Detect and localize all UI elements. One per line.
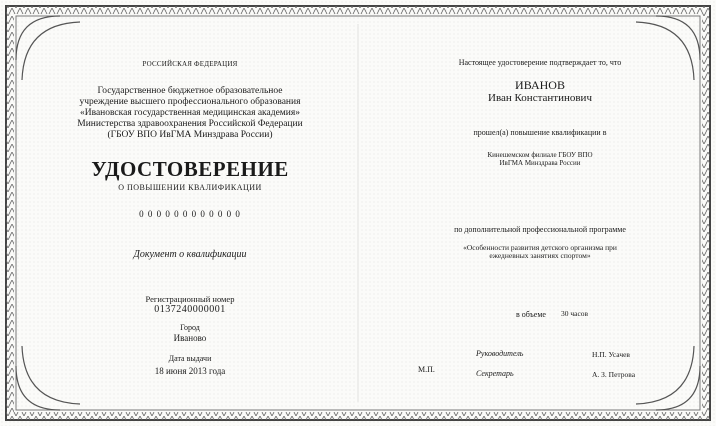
registration-number: 0137240000001 <box>154 304 226 315</box>
holder-surname: ИВАНОВ <box>515 78 565 92</box>
program-line-1: «Особенности развития детского организма при <box>463 243 617 252</box>
secretary-name: А. З. Петрова <box>592 370 636 379</box>
intro-text: Настоящее удостоверение подтверждает то, что <box>458 58 622 67</box>
issue-date: 18 июня 2013 года <box>154 366 226 376</box>
serial-number: 0 0 0 0 0 0 0 0 0 0 0 0 <box>139 209 241 219</box>
document-subtitle: О ПОВЫШЕНИИ КВАЛИФИКАЦИИ <box>118 183 262 192</box>
institution-line-3: «Ивановская государственная медицинская академия» <box>79 108 301 118</box>
branch-line-2: ИвГМА Минздрава России <box>499 159 581 167</box>
branch-line-1: Кинешемском филиале ГБОУ ВПО <box>487 151 593 159</box>
head-label: Руководитель <box>476 349 524 358</box>
volume-label: в объеме <box>516 310 546 319</box>
issue-date-label: Дата выдачи <box>168 354 212 363</box>
country-name: РОССИЙСКАЯ ФЕДЕРАЦИЯ <box>142 60 238 68</box>
city-label: Город <box>180 323 200 332</box>
institution-line-4: Министерства здравоохранения Российской Федерации <box>77 119 303 129</box>
holder-name: Иван Константинович <box>488 92 592 104</box>
stamp-placeholder: М.П. <box>418 365 435 374</box>
head-name: Н.П. Усачев <box>592 350 630 359</box>
secretary-label: Секретарь <box>476 369 514 378</box>
city-value: Иваново <box>173 333 207 343</box>
passed-text: прошел(а) повышение квалификации в <box>473 128 607 137</box>
document-type: Документ о квалификации <box>133 249 247 260</box>
volume-value: 30 часов <box>561 309 589 318</box>
program-label: по дополнительной профессиональной программе <box>454 225 626 234</box>
document-title: УДОСТОВЕРЕНИЕ <box>91 157 289 181</box>
program-line-2: ежедневных занятиях спортом» <box>489 251 591 260</box>
institution-line-5: (ГБОУ ВПО ИвГМА Минздрава России) <box>107 130 273 140</box>
registration-label: Регистрационный номер <box>145 294 235 304</box>
institution-line-2: учреждение высшего профессионального образования <box>79 97 301 107</box>
institution-line-1: Государственное бюджетное образовательное <box>97 86 283 96</box>
